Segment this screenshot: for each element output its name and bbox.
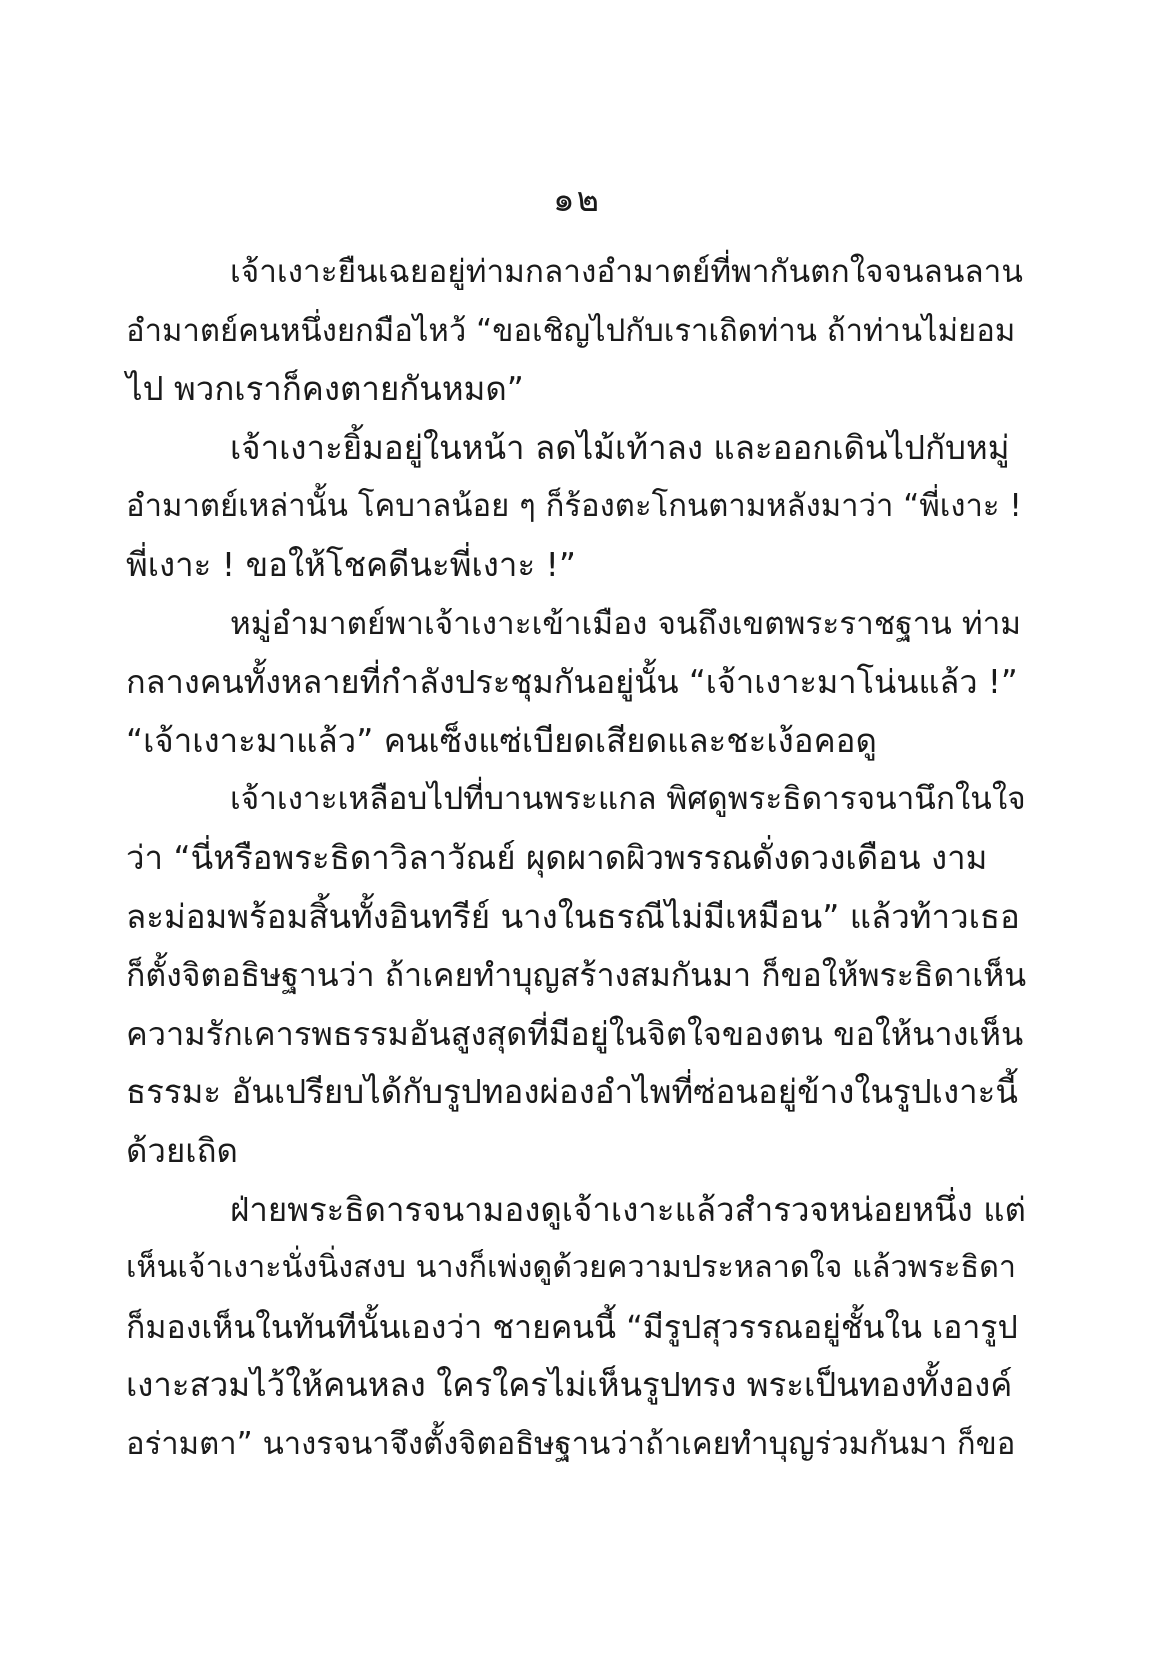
text-line: พี่เงาะ ! ขอให้โชคดีนะพี่เงาะ !”	[126, 544, 576, 584]
text-line: ก็ตั้งจิตอธิษฐานว่า ถ้าเคยทำบุญสร้างสมกันมา ก็ขอให้พระธิดาเห็น	[126, 956, 1027, 995]
body-text	[126, 243, 1026, 1473]
text-line: ธรรมะ อันเปรียบได้กับรูปทองผ่องอำไพที่ซ่อนอยู่ข้างในรูปเงาะนี้	[126, 1072, 1018, 1112]
text-line: เห็นเจ้าเงาะนั่งนิ่งสงบ นางก็เพ่งดูด้วยความประหลาดใจ แล้วพระธิดา	[126, 1250, 1017, 1286]
text-line: อำมาตย์เหล่านั้น โคบาลน้อย ๆ ก็ร้องตะโกนตามหลังมาว่า “พี่เงาะ !	[126, 488, 1022, 525]
text-line: ก็มองเห็นในทันทีนั้นเองว่า ชายคนนี้ “มีรูปสุวรรณอยู่ชั้นใน เอารูป	[126, 1307, 1018, 1346]
text-line: “เจ้าเงาะมาแล้ว” คนเซ็งแซ่เบียดเสียดและชะเง้อคอดู	[126, 720, 877, 760]
text-line: ว่า “นี่หรือพระธิดาวิลาวัณย์ ผุดผาดผิวพรรณดั่งดวงเดือน งาม	[126, 837, 988, 877]
text-line: หมู่อำมาตย์พาเจ้าเงาะเข้าเมือง จนถึงเขตพระราชฐาน ท่าม	[230, 605, 1022, 642]
text-line: ความรักเคารพธรรมอันสูงสุดที่มีอยู่ในจิตใจของตน ขอให้นางเห็น	[126, 1014, 1024, 1053]
text-line: เจ้าเงาะยืนเฉยอยู่ท่ามกลางอำมาตย์ที่พากันตกใจจนลนลาน	[230, 254, 1023, 290]
text-line: อำมาตย์คนหนึ่งยกมือไหว้ “ขอเชิญไปกับเราเถิดท่าน ถ้าท่านไม่ยอม	[126, 312, 1016, 349]
text-line: เจ้าเงาะเหลือบไปที่บานพระแกล พิศดูพระธิดารจนานึกในใจ	[230, 781, 1026, 818]
text-line: ไป พวกเราก็คงตายกันหมด”	[126, 369, 524, 409]
text-line: กลางคนทั้งหลายที่กำลังประชุมกันอยู่นั้น “เจ้าเงาะมาโน่นแล้ว !”	[126, 663, 1018, 702]
text-line: ฝ่ายพระธิดารจนามองดูเจ้าเงาะแล้วสำรวจหน่อยหนึ่ง แต่	[230, 1189, 1026, 1229]
text-line: เจ้าเงาะยิ้มอยู่ในหน้า ลดไม้เท้าลง และออกเดินไปกับหมู่	[230, 427, 1010, 467]
text-line: ด้วยเถิด	[126, 1130, 238, 1170]
text-line: เงาะสวมไว้ให้คนหลง ใครใครไม่เห็นรูปทรง พระเป็นทองทั้งองค์	[126, 1365, 1013, 1405]
page-number: ๑๒	[553, 180, 601, 220]
text-line: อร่ามตา” นางรจนาจึงตั้งจิตอธิษฐานว่าถ้าเคยทำบุญร่วมกันมา ก็ขอ	[126, 1425, 1016, 1462]
text-line: ละม่อมพร้อมสิ้นทั้งอินทรีย์ นางในธรณีไม่มีเหมือน” แล้วท้าวเธอ	[126, 896, 1020, 936]
